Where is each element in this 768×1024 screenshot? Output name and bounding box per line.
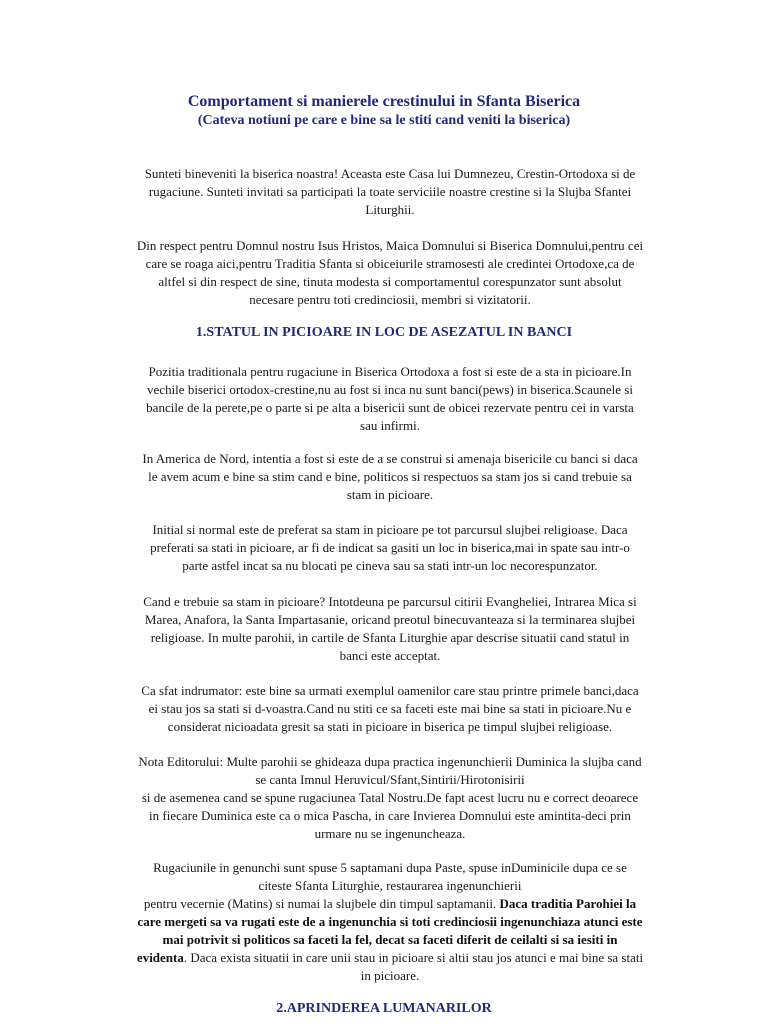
text-line: banci este acceptat. [339, 648, 441, 663]
document-subtitle: (Cateva notiuni pe care e bine sa le stiti cand veniti la biserica) [197, 113, 571, 128]
text-line: vechile biserici ortodox-crestine,nu au fost si inca nu sunt banci(pews) in biserica.Scaunele si [147, 382, 633, 397]
text-line: Ca sfat indrumator: este bine sa urmati exemplul oamenilor care stau printre primele banci,daca [141, 683, 639, 698]
bold-text: mai potrivit si politicos sa faceti la fel, decat sa faceti diferit de ceilalti si sa iesiti in [162, 932, 618, 947]
text-line-bold [90, 913, 690, 931]
text-line: preferati sa stati in picioare, ar fi de indicat sa gasiti un loc in biserica,mai in spate sau intr-o [150, 540, 630, 555]
text-line: citeste Sfanta Liturghie, restaurarea ingenunchierii [258, 878, 522, 893]
text-line: Marea, Anafora, la Santa Impartasanie, oricand preotul binecuvanteaza si la terminarea slujbei [144, 612, 636, 627]
text-line: Sunteti bineveniti la biserica noastra! Aceasta este Casa lui Dumnezeu, Crestin-Ortodoxa si de [144, 166, 636, 181]
text-line: Cand e trebuie sa stam in picioare? Intotdeuna pe parcursul citirii Evangheliei, Intrarea Mica si [143, 594, 637, 609]
text-line: care se roaga aici,pentru Traditia Sfanta si obiceiurile stramosesti ale credintei Ortodoxe,ca de [145, 256, 635, 271]
text-line-mixed [90, 895, 690, 913]
text-line: bancile de la perete,pe o parte si pe alta a bisericii sunt de obicei rezervate pentru cei in varsta [146, 400, 634, 415]
text-line: in picioare. [360, 968, 420, 983]
section-paragraph [90, 450, 690, 504]
plain-text: . Daca exista situatii in care unii stau in picioare si altii stau jos atunci e mai bine sa stati [183, 950, 644, 965]
bold-text: evidenta [136, 950, 184, 965]
bold-text: Daca traditia Parohiei la [496, 896, 637, 911]
document-title: Comportament si manierele crestinului in Sfanta Biserica [187, 93, 581, 110]
text-line: Rugaciunile in genunchi sunt spuse 5 saptamani dupa Paste, spuse inDuminicile dupa ce se [153, 860, 627, 875]
intro-paragraph-respect [90, 237, 690, 309]
kneeling-paragraph [90, 859, 690, 985]
section-paragraph [90, 593, 690, 665]
text-line: Din respect pentru Domnul nostru Isus Hristos, Maica Domnului si Biserica Domnului,pentru cei [136, 238, 644, 253]
section-paragraph [90, 521, 690, 575]
text-line: Pozitia traditionala pentru rugaciune in Biserica Ortodoxa a fost si este de a sta in picioare.In [148, 364, 632, 379]
section-heading-candles: 2.APRINDEREA LUMANARILOR [276, 1001, 492, 1016]
text-line: parte astfel incat sa nu blocati pe cineva sau sa stati intr-un loc necorespunzator. [182, 558, 598, 573]
editor-note-paragraph [90, 753, 690, 843]
text-line: urmare nu se ingenuncheaza. [314, 826, 466, 841]
text-line: si de asemenea cand se spune rugaciunea Tatal Nostru.De fapt acest lucru nu e correct deoarece [141, 790, 639, 805]
text-line: se canta Imnul Heruvicul/Sfant,Sintirii/Hirotonisirii [255, 772, 525, 787]
text-line: necesare pentru toti credinciosii, membri si vizitatorii. [249, 292, 531, 307]
plain-text: pentru vecernie (Matins) si numai la slujbele din timpul saptamanii. [143, 896, 497, 911]
text-line: le avem acum e bine sa stim cand e bine, politicos si respectuos sa stam jos si cand trebuie sa [148, 469, 632, 484]
intro-paragraph-welcome [90, 165, 690, 219]
text-line: stam in picioare. [346, 487, 434, 502]
text-line: rugaciune. Sunteti invitati sa participati la toate serviciile noastre crestine si la Slujba Sfantei [148, 184, 632, 199]
section-paragraph [90, 682, 690, 736]
text-line: sau infirmi. [360, 418, 420, 433]
bold-text: care mergeti sa va rugati este de a ingenunchia si toti credinciosii ingenunchiaza atunci este [137, 914, 643, 929]
text-line-mixed [90, 949, 690, 967]
text-line: altfel si din respect de sine, tinuta modesta si comportamentul corespunzator sunt absolut [158, 274, 622, 289]
text-line: Nota Editorului: Multe parohii se ghideaza dupa practica ingenunchierii Duminica la slujba cand [138, 754, 642, 769]
section-paragraph [90, 363, 690, 435]
text-line: ei stau jos sa stati si d-voastra.Cand nu stiti ce sa faceti este mai bine sa stati in picioare.Nu e [148, 701, 632, 716]
text-line: in fiecare Duminica este ca o mica Pascha, in care Invierea Domnului este amintita-deci prin [149, 808, 631, 823]
text-line: Liturghii. [365, 202, 415, 217]
text-line: In America de Nord, intentia a fost si este de a se construi si amenaja bisericile cu banci si daca [142, 451, 638, 466]
text-line: religioase. In multe parohii, in cartile de Sfanta Liturghie apar descrise situatii cand statul in [150, 630, 630, 645]
text-line: considerat nicioadata gresit sa stati in picioare in biserica pe timpul slujbei religioase. [167, 719, 613, 734]
text-line-bold [90, 931, 690, 949]
section-heading-standing: 1.STATUL IN PICIOARE IN LOC DE ASEZATUL IN BANCI [195, 325, 573, 340]
text-line: Initial si normal este de preferat sa stam in picioare pe tot parcursul slujbei religioase. Daca [152, 522, 628, 537]
